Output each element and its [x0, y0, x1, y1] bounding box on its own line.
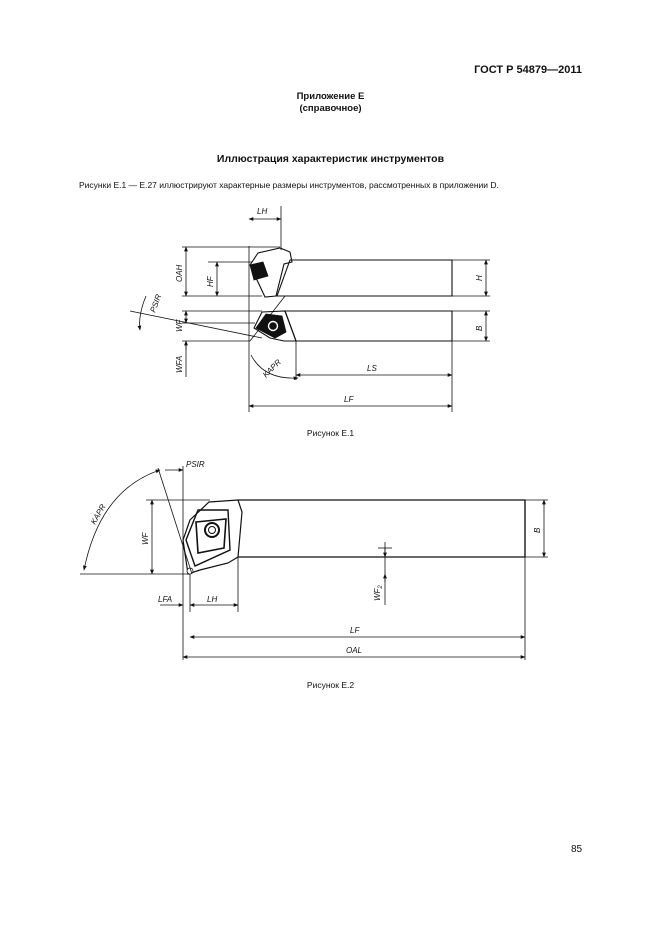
fig1-label-hf: HF: [206, 276, 215, 287]
fig1-side-insert: [250, 262, 268, 280]
figure-e1-drawing: [0, 195, 661, 420]
fig1-label-psir: PSIR: [148, 293, 164, 314]
fig1-label-kapr: KAPR: [261, 357, 283, 380]
fig1-side-body: [277, 260, 452, 296]
fig1-label-h: H: [475, 275, 484, 281]
fig2-label-wf: WF: [141, 532, 150, 545]
fig1-label-lf: LF: [344, 395, 354, 404]
figure-e1-caption: Рисунок Е.1: [306, 428, 355, 438]
fig1-top-body: [285, 311, 452, 341]
fig2-body: [238, 500, 525, 557]
annex-title: Приложение Е: [296, 91, 365, 102]
annex-subtitle: (справочное): [299, 103, 362, 114]
annex-heading: [0, 91, 661, 115]
fig1-arc-psir: [140, 296, 146, 330]
fig2-label-lh: LH: [207, 595, 218, 604]
fig2-label-psir: PSIR: [186, 460, 205, 469]
fig2-insert: [186, 510, 230, 566]
fig2-label-b: B: [533, 527, 542, 533]
intro-paragraph: Рисунки Е.1 — Е.27 иллюстрируют характерные размеры инструментов, рассмотренных в приложении D.: [79, 180, 499, 190]
fig1-label-lh: LH: [257, 207, 268, 216]
fig2-label-lf: LF: [350, 626, 360, 635]
fig2-insert-hole: [205, 523, 219, 537]
fig1-label-wfa: WFA: [175, 355, 184, 373]
fig1-label-b: B: [475, 325, 484, 331]
page-number: 85: [571, 844, 583, 855]
standard-designation: ГОСТ Р 54879—2011: [474, 64, 582, 76]
fig1-label-ls: LS: [367, 364, 377, 373]
figure-e2-drawing: [0, 455, 661, 670]
section-title: Иллюстрация характеристик инструментов: [216, 153, 445, 165]
fig1-insert: [256, 314, 286, 338]
fig1-label-oah: OAH: [175, 264, 184, 282]
fig2-label-kapr: KAPR: [88, 502, 108, 526]
fig2-label-oal: OAL: [346, 646, 363, 655]
figure-e2-caption: Рисунок Е.2: [306, 680, 355, 690]
fig1-label-wf: WF: [175, 319, 184, 332]
fig2-label-wf2: $WF_2$: [373, 585, 384, 601]
fig2-label-lfa: LFA: [158, 595, 173, 604]
